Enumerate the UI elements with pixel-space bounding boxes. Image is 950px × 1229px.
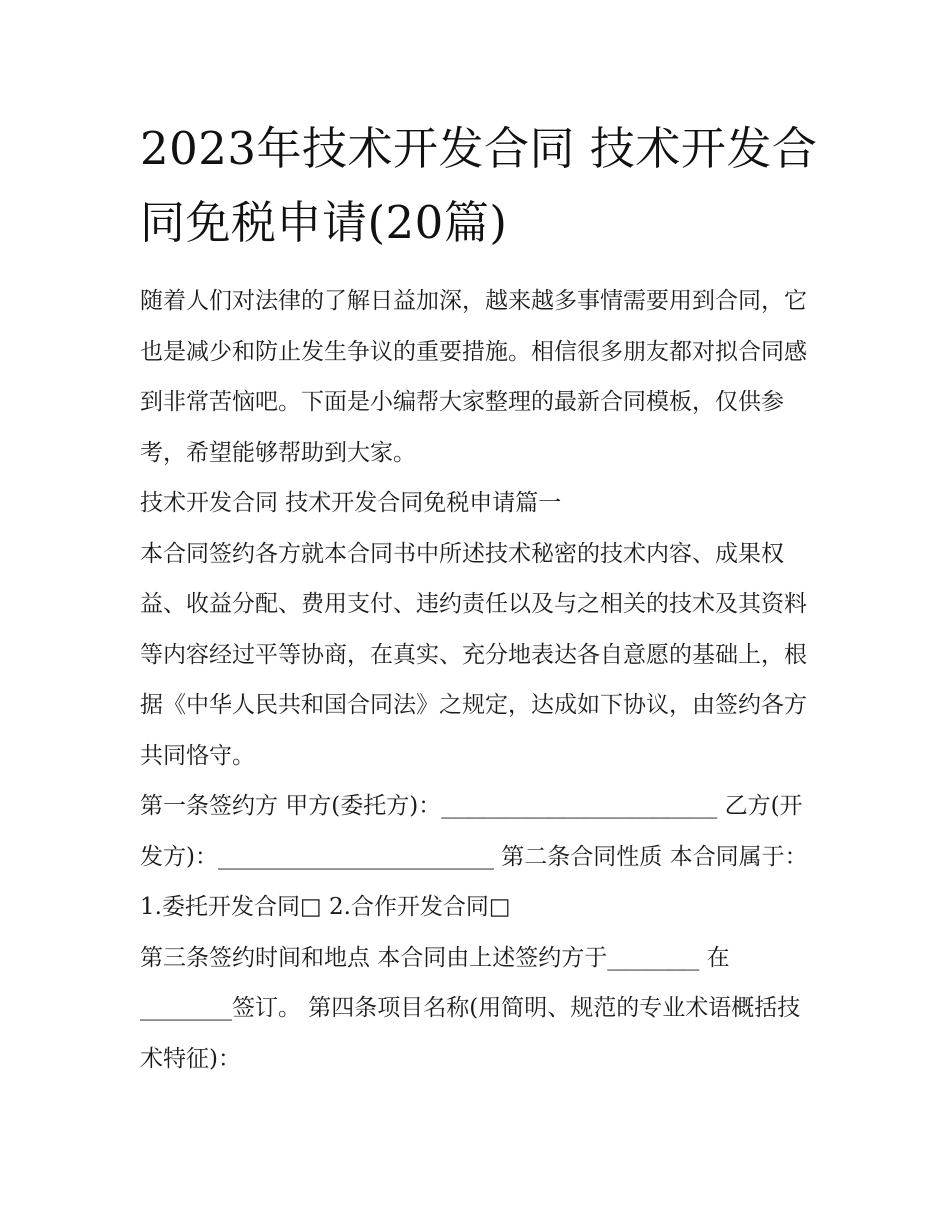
article-3-4-paragraph: 第三条签约时间和地点 本合同由上述签约方于________ 在________签订。 第四条项目名称(用简明、规范的专业术语概括技术特征)： [140, 944, 801, 1072]
section-heading: 技术开发合同 技术开发合同免税申请篇一 [140, 490, 562, 516]
document-body [140, 276, 820, 1084]
document-page [140, 112, 820, 1084]
article-1-2-paragraph: 第一条签约方 甲方(委托方)：________________________ 乙方(开发方)：________________________ 第二条合同性质 本合同属于： 1.委托开发合同□ 2.合作开发合同□ [140, 793, 808, 920]
preamble-paragraph: 本合同签约各方就本合同书中所述技术秘密的技术内容、成果权益、收益分配、费用支付、违约责任以及与之相关的技术及其资料等内容经过平等协商，在真实、充分地表达各自意愿的基础上，根据《中华人民共和国合同法》之规定，达成如下协议，由签约各方共同恪守。 [140, 540, 807, 769]
document-title: 2023年技术开发合同 技术开发合同免税申请(20篇) [140, 122, 818, 249]
intro-paragraph: 随着人们对法律的了解日益加深，越来越多事情需要用到合同，它也是减少和防止发生争议的重要措施。相信很多朋友都对拟合同感到非常苦恼吧。下面是小编帮大家整理的最新合同模板，仅供参考，希望能够帮助到大家。 [140, 288, 807, 466]
